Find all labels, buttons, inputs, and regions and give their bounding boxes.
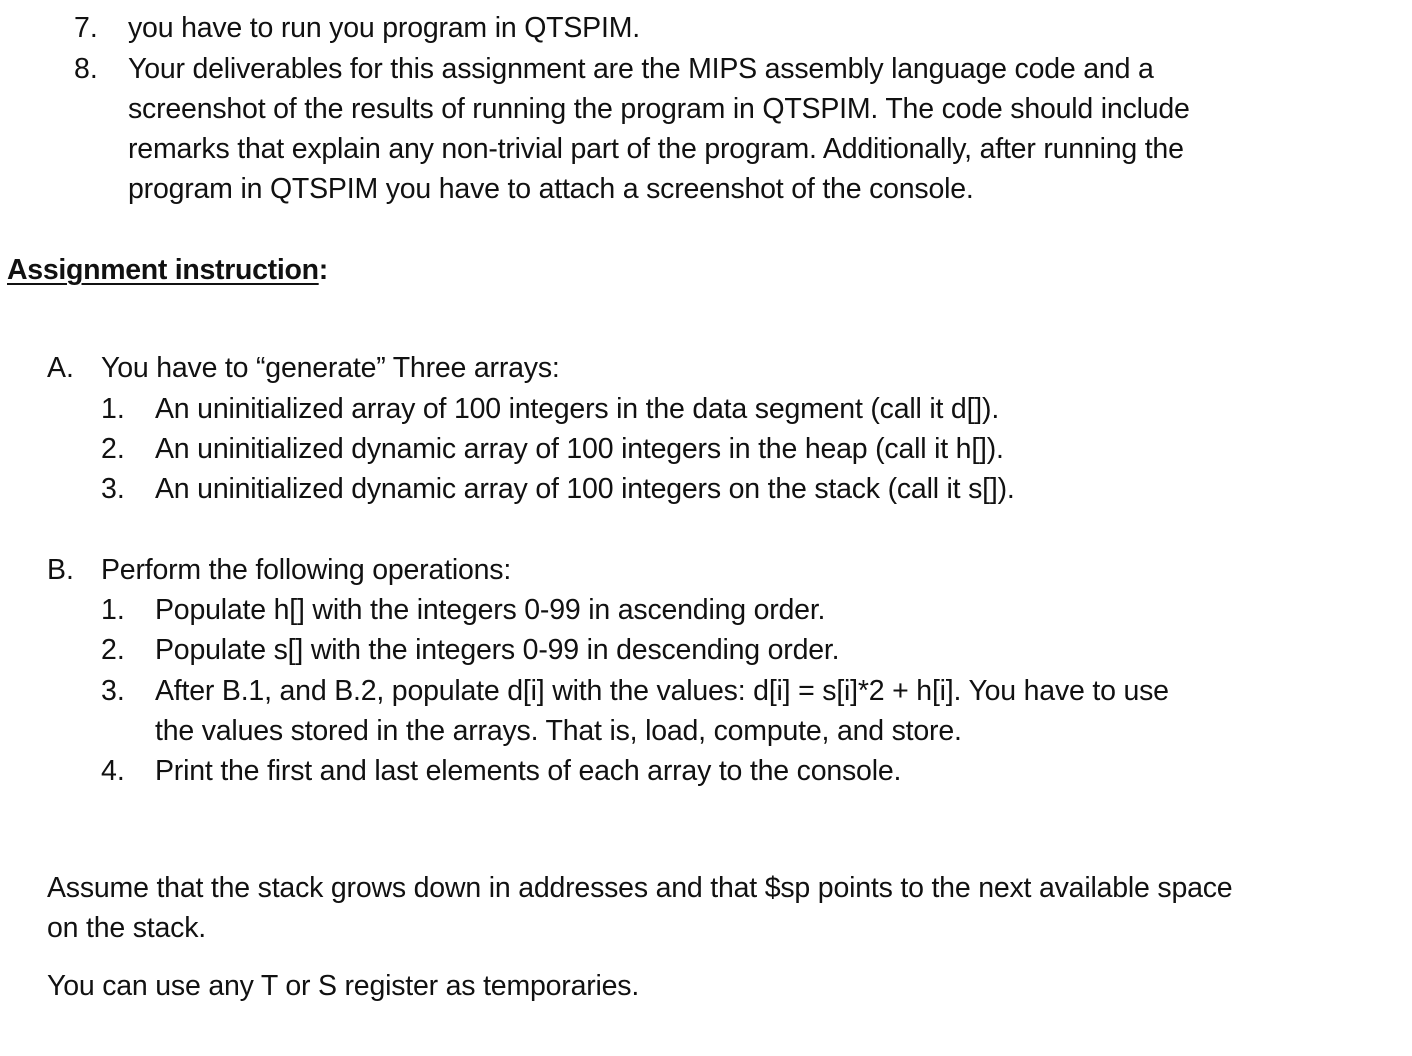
section-a-item-1-number: 1.	[101, 393, 125, 425]
stack-note-line-2: on the stack.	[47, 912, 206, 944]
section-a-item-2-text: An uninitialized dynamic array of 100 integers in the heap (call it h[]).	[155, 433, 1004, 465]
list-number-8: 8.	[74, 53, 98, 85]
section-b-label: B.	[47, 554, 74, 586]
section-b-item-3-number: 3.	[101, 675, 125, 707]
requirement-8-line-3: remarks that explain any non-trivial part of the program. Additionally, after running the	[128, 133, 1184, 165]
section-a-item-3-number: 3.	[101, 473, 125, 505]
stack-note-line-1: Assume that the stack grows down in addresses and that $sp points to the next available space	[47, 872, 1233, 904]
section-b-item-4-text: Print the first and last elements of each array to the console.	[155, 755, 902, 787]
section-b-item-1-text: Populate h[] with the integers 0-99 in ascending order.	[155, 594, 826, 626]
requirement-8-line-1: Your deliverables for this assignment are the MIPS assembly language code and a	[128, 53, 1154, 85]
section-a-title: You have to “generate” Three arrays:	[101, 352, 560, 384]
section-a-item-1-text: An uninitialized array of 100 integers in the data segment (call it d[]).	[155, 393, 1000, 425]
section-a-item-2-number: 2.	[101, 433, 125, 465]
list-number-7: 7.	[74, 12, 98, 44]
requirement-7-text: you have to run you program in QTSPIM.	[128, 12, 640, 44]
section-b-item-3-line-2: the values stored in the arrays. That is, load, compute, and store.	[155, 715, 962, 747]
requirement-8-line-4: program in QTSPIM you have to attach a screenshot of the console.	[128, 173, 974, 205]
heading-text: Assignment instruction	[7, 254, 319, 286]
section-b-item-1-number: 1.	[101, 594, 125, 626]
section-a-item-3-text: An uninitialized dynamic array of 100 integers on the stack (call it s[]).	[155, 473, 1015, 505]
requirement-8-line-2: screenshot of the results of running the program in QTSPIM. The code should include	[128, 93, 1190, 125]
section-b-title: Perform the following operations:	[101, 554, 512, 586]
register-note: You can use any T or S register as temporaries.	[47, 970, 640, 1002]
section-b-item-2-text: Populate s[] with the integers 0-99 in descending order.	[155, 634, 840, 666]
section-b-item-4-number: 4.	[101, 755, 125, 787]
section-b-item-3-line-1: After B.1, and B.2, populate d[i] with the values: d[i] = s[i]*2 + h[i]. You have to use	[155, 675, 1169, 707]
heading-colon: :	[318, 254, 328, 286]
section-b-item-2-number: 2.	[101, 634, 125, 666]
section-a-label: A.	[47, 352, 74, 384]
section-heading	[7, 250, 328, 290]
